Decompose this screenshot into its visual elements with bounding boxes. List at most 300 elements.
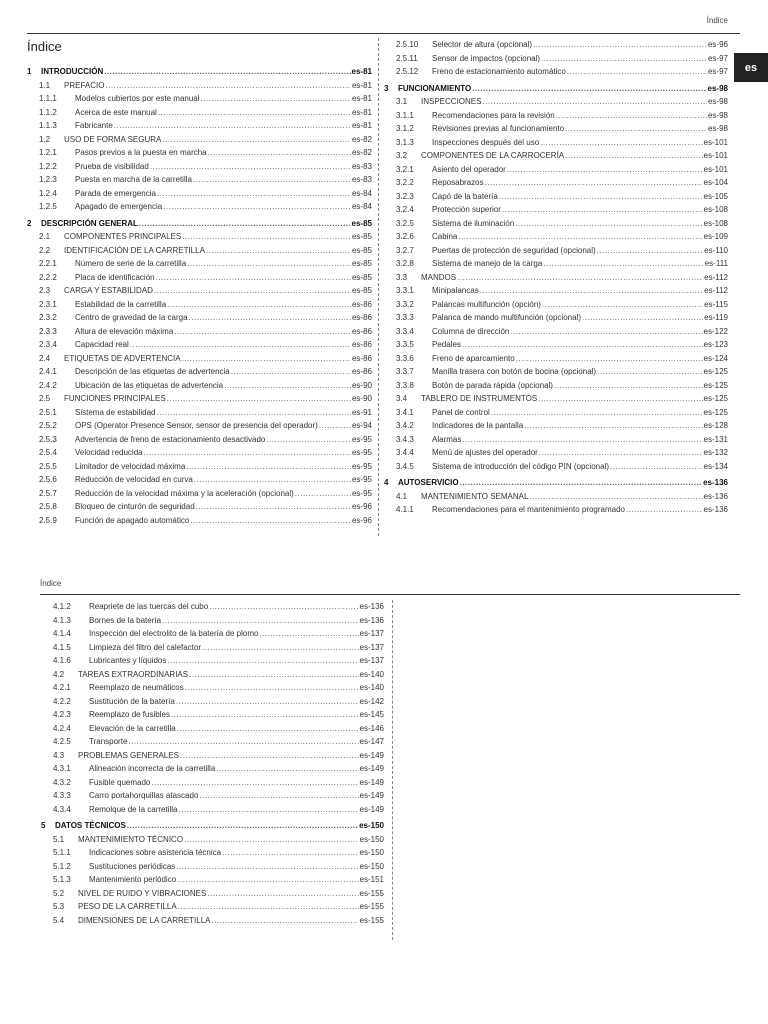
toc-entry-number: 4.3 (53, 750, 65, 760)
dot-leader (174, 325, 351, 339)
toc-entry-number: 3.2 (396, 151, 408, 160)
toc-entry-number: 1.2 (39, 134, 51, 144)
header-rule (27, 33, 740, 34)
toc-entry[interactable] (384, 109, 728, 123)
toc-entry-page: es-109 (703, 232, 728, 241)
column-divider (378, 38, 379, 536)
toc-entry-title: Elevación de la carretilla (89, 723, 176, 733)
toc-entry[interactable] (41, 846, 384, 860)
dot-leader (462, 433, 702, 447)
toc-entry-number: 3.2.3 (396, 191, 414, 201)
dot-leader (105, 79, 351, 93)
dot-leader (541, 52, 707, 66)
toc-entry-title: Parada de emergencia (75, 188, 156, 198)
toc-entry-title: Menú de ajustes del operador (432, 448, 538, 457)
toc-entry-page: es-105 (703, 191, 728, 201)
toc-entry[interactable] (41, 668, 384, 682)
dot-leader (507, 163, 703, 177)
toc-entry[interactable] (27, 460, 372, 474)
toc-entry[interactable] (384, 82, 728, 96)
toc-entry-title: Carro portahorquillas atascado (89, 791, 199, 800)
toc-entry-number: 3.3.8 (396, 380, 414, 390)
toc-entry[interactable] (41, 749, 384, 763)
toc-entry-page: es-86 (351, 313, 372, 322)
toc-entry-title: Selector de altura (opcional) (432, 40, 533, 49)
toc-entry[interactable] (27, 419, 372, 433)
toc-entry-title: Sistema de estabilidad (75, 407, 156, 417)
toc-entry-title: Sensor de impactos (opcional) (432, 53, 541, 63)
toc-entry-page: es-137 (359, 629, 384, 638)
toc-entry-number: 2.5.11 (396, 53, 418, 63)
dot-leader (114, 119, 351, 133)
toc-entry[interactable] (27, 92, 372, 106)
toc-entry[interactable] (384, 122, 728, 136)
dot-leader (524, 419, 702, 433)
toc-entry-page: es-146 (359, 723, 384, 733)
toc-entry[interactable] (384, 311, 728, 325)
toc-entry-title: Pedales (432, 340, 461, 349)
dot-leader (177, 722, 359, 736)
toc-entry[interactable] (41, 722, 384, 736)
toc-entry-title: Número de serie de la carretilla (75, 259, 187, 268)
toc-entry-page: es-86 (351, 353, 372, 363)
dot-leader (167, 392, 351, 406)
dot-leader (597, 365, 702, 379)
toc-entry-title: COMPONENTES DE LA CARROCERÍA (421, 151, 565, 160)
toc-entry[interactable] (27, 311, 372, 325)
dot-leader (176, 860, 358, 874)
toc-entry[interactable] (41, 819, 384, 833)
dot-leader (139, 217, 351, 231)
toc-entry-title: DIMENSIONES DE LA CARRETILLA (78, 915, 211, 925)
toc-entry-number: 2.2 (39, 245, 51, 255)
dot-leader (201, 92, 351, 106)
toc-entry-number: 3.3.6 (396, 353, 414, 363)
toc-entry-title: Remolque de la carretilla (89, 804, 178, 814)
toc-entry-page: es-149 (359, 791, 384, 800)
toc-entry-title: Transporte (89, 737, 128, 746)
dot-leader (319, 419, 351, 433)
toc-entry-title: Inspecciones después del uso (432, 137, 540, 147)
toc-entry-number: 2.4.1 (39, 367, 57, 376)
toc-entry-page: es-85 (351, 286, 372, 295)
toc-entry[interactable] (384, 176, 728, 190)
toc-entry-title: Puertas de protección de seguridad (opcional) (432, 245, 596, 255)
toc-entry-title: Velocidad reducida (75, 448, 143, 457)
toc-entry[interactable] (41, 776, 384, 790)
running-header: Índice (40, 579, 62, 588)
toc-entry[interactable] (27, 500, 372, 514)
dot-leader (533, 38, 707, 52)
toc-entry-page: es-151 (359, 875, 384, 884)
toc-entry[interactable] (384, 284, 728, 298)
toc-entry-number: 4.2.1 (53, 683, 71, 692)
toc-entry-page: es-131 (703, 434, 728, 444)
toc-entry-page: es-136 (359, 615, 384, 625)
toc-entry[interactable] (27, 298, 372, 312)
toc-entry[interactable] (384, 325, 728, 339)
toc-entry-title: Descripción de las etiquetas de advertencia (75, 367, 230, 376)
toc-entry-title: Capó de la batería (432, 191, 498, 201)
toc-entry[interactable] (384, 163, 728, 177)
toc-entry-page: es-90 (351, 380, 372, 390)
toc-entry[interactable] (384, 257, 728, 271)
toc-entry-number: 3.2.1 (396, 164, 414, 174)
dot-leader (222, 846, 358, 860)
toc-entry-title: Indicaciones sobre asistencia técnica (89, 848, 222, 857)
toc-entry-page: es-142 (359, 696, 384, 706)
dot-leader (482, 95, 707, 109)
toc-entry-page: es-86 (351, 367, 372, 376)
page-title: Índice (27, 39, 62, 54)
toc-entry-title: Reemplazo de neumáticos (89, 683, 184, 692)
dot-leader (193, 173, 351, 187)
toc-entry-number: 1.2.3 (39, 175, 57, 184)
toc-entry-number: 2.1 (39, 232, 51, 241)
toc-entry-number: 3.4.1 (396, 407, 414, 417)
toc-entry[interactable] (384, 379, 728, 393)
toc-entry-title: Alarmas (432, 434, 462, 444)
toc-entry-number: 3.4 (396, 394, 408, 403)
toc-entry-page: es-98 (707, 124, 728, 133)
toc-entry[interactable] (384, 136, 728, 150)
toc-entry-title: Advertencia de freno de estacionamiento desactivado (75, 434, 266, 444)
toc-entry[interactable] (41, 803, 384, 817)
toc-entry-number: 2.5.12 (396, 67, 419, 76)
toc-entry-title: USO DE FORMA SEGURA (64, 134, 162, 144)
toc-entry-page: es-95 (351, 475, 372, 484)
toc-entry-number: 4.1.3 (53, 615, 71, 625)
toc-entry-title: Reemplazo de fusibles (89, 710, 170, 719)
toc-entry-title: Fusible quemado (89, 777, 151, 787)
dot-leader (177, 873, 358, 887)
toc-entry-page: es-147 (359, 737, 384, 746)
toc-entry-page: es-136 (703, 505, 728, 514)
dot-leader (510, 325, 702, 339)
toc-entry-number: 4 (384, 478, 389, 487)
toc-entry-title: Centro de gravedad de la carga (75, 313, 188, 322)
toc-entry[interactable] (27, 106, 372, 120)
toc-entry-number: 1.2.2 (39, 161, 57, 171)
toc-entry[interactable] (27, 79, 372, 93)
toc-entry[interactable] (384, 38, 728, 52)
toc-entry-number: 1.1.2 (39, 107, 57, 117)
toc-entry-title: Panel de control (432, 407, 490, 417)
toc-entry-title: Pasos previos a la puesta en marcha (75, 148, 207, 157)
language-tab[interactable]: es (734, 53, 768, 82)
dot-leader (163, 200, 351, 214)
toc-entry-page: es-85 (351, 232, 372, 241)
toc-entry-number: 3.3.3 (396, 313, 414, 322)
toc-entry-number: 3.4.2 (396, 421, 414, 430)
toc-entry-page: es-81 (351, 121, 372, 130)
toc-entry[interactable] (41, 641, 384, 655)
dot-leader (156, 271, 351, 285)
dot-leader (199, 789, 358, 803)
dot-leader (157, 406, 351, 420)
toc-entry-page: es-155 (359, 888, 384, 898)
toc-entry-page: es-95 (351, 448, 372, 457)
dot-leader (189, 668, 358, 682)
toc-entry-page: es-140 (359, 683, 384, 692)
toc-entry[interactable] (27, 433, 372, 447)
toc-entry-title: Recomendaciones para la revisión (432, 110, 555, 120)
toc-entry-number: 5.4 (53, 915, 65, 925)
toc-entry-page: es-150 (359, 821, 384, 830)
dot-leader (231, 365, 351, 379)
toc-entry[interactable] (384, 149, 728, 163)
toc-entry-number: 2.3.1 (39, 299, 57, 309)
toc-entry[interactable] (41, 654, 384, 668)
toc-entry-number: 2.5.2 (39, 421, 57, 430)
dot-leader (157, 187, 351, 201)
toc-entry[interactable] (384, 433, 728, 447)
toc-entry-number: 1.1.3 (39, 121, 57, 130)
toc-entry-page: es-115 (704, 299, 728, 309)
toc-entry[interactable] (384, 503, 728, 517)
toc-entry[interactable] (41, 900, 384, 914)
dot-leader (144, 446, 351, 460)
toc-entry[interactable] (41, 860, 384, 874)
dot-leader (567, 65, 707, 79)
toc-entry[interactable] (27, 406, 372, 420)
toc-entry[interactable] (27, 257, 372, 271)
dot-leader (460, 476, 702, 490)
dot-leader (167, 298, 351, 312)
toc-entry-number: 2.5.1 (39, 407, 57, 417)
header-rule (40, 594, 740, 595)
dot-leader (295, 487, 351, 501)
toc-entry-title: Reducción de velocidad en curva (75, 475, 193, 484)
toc-entry-title: MANTENIMIENTO SEMANAL (421, 491, 529, 501)
toc-entry[interactable] (384, 419, 728, 433)
toc-entry-title: DATOS TÉCNICOS (55, 821, 126, 830)
dot-leader (190, 514, 351, 528)
toc-entry[interactable] (27, 338, 372, 352)
toc-entry-number: 4.2 (53, 669, 65, 679)
toc-entry-number: 3.3.7 (396, 367, 414, 376)
toc-entry[interactable] (41, 695, 384, 709)
toc-entry[interactable] (384, 65, 728, 79)
toc-entry-number: 5.1.1 (53, 848, 71, 857)
toc-entry-page: es-85 (351, 259, 372, 268)
toc-entry-number: 3.3 (396, 272, 408, 282)
toc-entry[interactable] (41, 833, 384, 847)
toc-entry[interactable] (27, 473, 372, 487)
toc-entry-page: es-149 (359, 804, 384, 814)
toc-entry-number: 2.3.4 (39, 340, 57, 349)
toc-entry[interactable] (27, 146, 372, 160)
toc-entry-page: es-112 (704, 286, 728, 295)
toc-entry-page: es-81 (351, 107, 372, 117)
toc-entry[interactable] (27, 514, 372, 528)
toc-entry-title: AUTOSERVICIO (398, 478, 459, 487)
dot-leader (179, 803, 359, 817)
toc-entry-number: 2 (27, 218, 32, 228)
toc-entry-page: es-136 (703, 478, 728, 487)
toc-entry[interactable] (384, 392, 728, 406)
toc-entry[interactable] (27, 119, 372, 133)
toc-entry-number: 3.3.4 (396, 326, 414, 336)
toc-entry-number: 5.3 (53, 902, 65, 911)
toc-entry-page: es-155 (359, 902, 384, 911)
toc-entry-page: es-81 (351, 67, 372, 76)
toc-entry[interactable] (27, 217, 372, 231)
toc-entry[interactable] (384, 338, 728, 352)
dot-leader (171, 708, 359, 722)
toc-entry-page: es-140 (359, 669, 384, 679)
toc-entry-page: es-96 (351, 502, 372, 511)
dot-leader (539, 446, 703, 460)
toc-entry-title: Lubricantes y líquidos (89, 656, 167, 665)
column-divider (392, 600, 393, 940)
dot-leader (154, 284, 351, 298)
toc-entry[interactable] (384, 476, 728, 490)
toc-entry-page: es-112 (704, 272, 728, 282)
dot-leader (207, 887, 358, 901)
toc-entry[interactable] (27, 244, 372, 258)
dot-leader (515, 217, 702, 231)
toc-entry[interactable] (384, 230, 728, 244)
toc-entry-page: es-125 (703, 380, 728, 390)
toc-entry[interactable] (41, 762, 384, 776)
toc-entry-number: 4.1.5 (53, 642, 71, 652)
toc-entry-number: 2.2.1 (39, 259, 57, 268)
toc-entry-number: 2.5 (39, 394, 51, 403)
dot-leader (565, 149, 702, 163)
toc-entry[interactable] (384, 365, 728, 379)
toc-entry[interactable] (41, 627, 384, 641)
dot-leader (202, 641, 358, 655)
toc-entry-title: INTRODUCCIÓN (41, 67, 104, 76)
toc-entry-number: 4.1.6 (53, 656, 71, 665)
dot-leader (458, 230, 702, 244)
toc-entry[interactable] (384, 271, 728, 285)
toc-entry-title: Manilla trasera con botón de bocina (opcional) (432, 367, 597, 376)
toc-entry-title: Asiento del operador (432, 164, 506, 174)
toc-entry[interactable] (384, 490, 728, 504)
toc-entry[interactable] (27, 284, 372, 298)
toc-entry[interactable] (41, 914, 384, 928)
toc-entry[interactable] (384, 446, 728, 460)
toc-entry-number: 2.4.2 (39, 380, 57, 390)
toc-entry[interactable] (384, 244, 728, 258)
toc-entry[interactable] (27, 325, 372, 339)
toc-entry-number: 2.5.3 (39, 434, 57, 444)
toc-entry[interactable] (27, 133, 372, 147)
toc-entry[interactable] (384, 217, 728, 231)
toc-entry[interactable] (384, 95, 728, 109)
toc-entry[interactable] (384, 406, 728, 420)
toc-entry-number: 4.3.4 (53, 804, 71, 814)
dot-leader (182, 230, 351, 244)
dot-leader (130, 338, 351, 352)
toc-entry-number: 3.3.2 (396, 299, 414, 309)
toc-entry-page: es-137 (359, 642, 384, 652)
toc-entry[interactable] (41, 789, 384, 803)
dot-leader (194, 473, 351, 487)
toc-entry[interactable] (27, 365, 372, 379)
toc-entry-title: Palanca de mando multifunción (opcional) (432, 313, 581, 322)
dot-leader (127, 819, 358, 833)
toc-entry[interactable] (41, 600, 384, 614)
toc-entry[interactable] (384, 298, 728, 312)
toc-entry-title: Freno de estacionamiento automático (432, 67, 566, 76)
toc-entry-number: 1 (27, 67, 32, 76)
toc-entry[interactable] (27, 392, 372, 406)
toc-entry-number: 1.2.4 (39, 188, 57, 198)
toc-entry[interactable] (384, 190, 728, 204)
toc-entry[interactable] (27, 173, 372, 187)
toc-entry[interactable] (27, 160, 372, 174)
toc-entry[interactable] (384, 460, 728, 474)
toc-entry-page: es-98 (707, 83, 728, 93)
toc-entry[interactable] (27, 187, 372, 201)
toc-entry-page: es-108 (703, 218, 728, 228)
toc-entry-page: es-97 (707, 53, 728, 63)
toc-entry[interactable] (27, 352, 372, 366)
toc-entry-number: 2.5.7 (39, 488, 57, 498)
toc-entry-number: 2.5.5 (39, 461, 57, 471)
dot-leader (502, 203, 703, 217)
toc-entry[interactable] (27, 446, 372, 460)
toc-entry[interactable] (384, 203, 728, 217)
toc-entry-page: es-137 (359, 656, 384, 665)
toc-entry-title: TABLERO DE INSTRUMENTOS (421, 394, 538, 403)
toc-entry[interactable] (27, 487, 372, 501)
dot-leader (216, 762, 358, 776)
toc-entry[interactable] (27, 230, 372, 244)
dot-leader (485, 176, 703, 190)
dot-leader (184, 833, 358, 847)
toc-entry[interactable] (41, 735, 384, 749)
dot-leader (554, 379, 703, 393)
toc-entry[interactable] (384, 352, 728, 366)
toc-entry-title: TAREAS EXTRAORDINARIAS (78, 669, 189, 679)
toc-entry-title: Minipalancas (432, 286, 479, 295)
dot-leader (180, 749, 359, 763)
toc-entry[interactable] (27, 65, 372, 79)
toc-entry-number: 4.2.4 (53, 723, 71, 733)
toc-entry[interactable] (41, 681, 384, 695)
toc-entry-page: es-81 (351, 94, 372, 103)
toc-entry-page: es-136 (359, 602, 384, 611)
toc-entry[interactable] (41, 708, 384, 722)
toc-entry-number: 3.2.2 (396, 178, 414, 187)
dot-leader (457, 271, 703, 285)
toc-entry[interactable] (27, 379, 372, 393)
toc-entry[interactable] (27, 200, 372, 214)
toc-entry[interactable] (384, 52, 728, 66)
toc-entry[interactable] (41, 873, 384, 887)
dot-leader (162, 614, 358, 628)
toc-entry-page: es-149 (359, 777, 384, 787)
toc-entry-title: Modelos cubiertos por este manual (75, 94, 200, 103)
toc-entry-title: Reapriete de las tuercas del cubo (89, 602, 209, 611)
toc-entry-title: Fabricante (75, 121, 113, 130)
toc-page-2 (0, 560, 768, 1024)
toc-entry[interactable] (41, 887, 384, 901)
toc-entry-number: 5.1 (53, 834, 65, 844)
running-header: Índice (706, 16, 728, 25)
dot-leader (556, 109, 707, 123)
toc-entry[interactable] (27, 271, 372, 285)
toc-entry-page: es-123 (703, 340, 728, 349)
toc-entry-number: 4.2.3 (53, 710, 71, 719)
dot-leader (499, 190, 703, 204)
dot-leader (182, 352, 351, 366)
toc-entry[interactable] (41, 614, 384, 628)
